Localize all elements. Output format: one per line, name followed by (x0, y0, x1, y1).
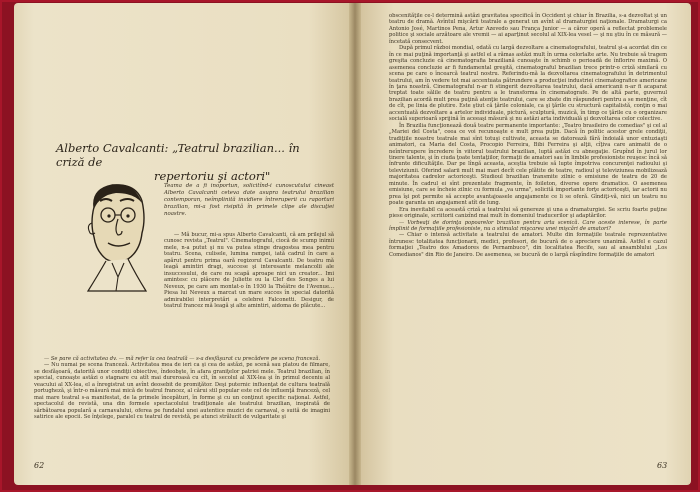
right-paragraph-6: — Chiar o intensă activitate a teatrului de amatori. Multe din formaţiile teatrale reprezentative întrunesc totalitatea funcţionarii, medici, profesori, de bucură de o apreciere unanimă. Astfel e cazul formaţiei „Teatro dos Amadores de Pernambuco", din localitatea Recife, sau al ansamblului „Los Comedianos" din Rio de Janeiro. De asemenea, se bucură de o largă răspîndire formaţiile de amatori (389, 232, 667, 258)
article-intro: Teama de a fi inoportun, solicitînd-i cunoscutului cineast Alberto Cavalcanti ceteva date asupra teatrului brazilian contemporan, neîmplinită invidiere întreruperii cu raporturi brazilian, mi-a fost risipită în primele clipe ale discuţiei noastre. (164, 183, 334, 217)
right-paragraph-5: — Vorbeaţi de dorinţa popoarelor brazilian pentru arta scenică. Care aceste interese, în parte împlinit de formaţiile profesioniste, nu a stimulat mişcarea unei mişcări de amatori? (389, 219, 667, 232)
right-paragraph-1: obscenităţile ce-l determină astăzi gravitatea specifică în Occident şi chiar în Brazilia, s-a dezvoltat şi un teatru de dramă. Avîntul mişcării teatrale a generat un avînt al dramaturgiei naţionale. Dramaturgi ca Antonio José, Martinos Pena, Artur Azevedo sau França Junior — a căror operă a reflectat problemele politice şi sociale arzătoare ale vremii — ai aparţinut secolul al XIX-lea vesel — şi nu ştiu în ce măsură — încetată consecvent. (389, 13, 667, 45)
right-page (361, 3, 691, 485)
heading-line-2: repertoriu şi actori" (154, 169, 271, 183)
left-paragraph-2: — Se pare că activitatea dv. — mă refer la cea teatrală — s-a desfăşurat cu precădere pe scena franceză. (44, 356, 321, 362)
page-number-right: 63 (657, 461, 668, 470)
left-text-lower (34, 356, 330, 421)
heading-line-1: Alberto Cavalcanti: „Teatrul brazilian... în criză de (56, 141, 300, 169)
right-text-block (389, 13, 667, 258)
caricature-portrait (76, 179, 156, 293)
right-paragraph-2: După primul război mondial, odată cu largă dezvoltare a cinematografului, teatrul şi-a acordat din ce în ce mai puţină importanţă şi astfel el a rămas astăzi mult în urma celorlalte arte. Nu trebuie să tragem greşita concluzie că cinematografia braziliană cunoaşte în schimb o perioadă de înflorire maximă. O asemenea concluzie ar fi fundamental greşită, cinematograful brazilian trece printr-o criză similară cu scena pe care o încearcă teatrul nostru. Referindu-mă la dezvoltarea cinematografului în detrimentul teatrului, am în vedere tot mai accentuata pătrundere a producţiei industriei cinematografice americane în ţara noastră. Cinematograful n-ar fi stingerit dezvoltarea teatrului, dacă americanii n-ar fi acaparat treptat toate sălile de teatru pentru a le transforma în cinematografe. Pe de altă parte, guvernul brazilian acordă mult prea puţină atenţie teatrului, care se zbate din răspunderi pentru a se menţine, cît de cît, pe linia de plutire. Este ştiut că ţările coloniale, ca şi ţările cu structură capitalistă, conţin o mai accentuată dezvoltare a artelor individuale, pictură, sculptură, muzică, în timp ce ţările cu o organizare socială superioară sprijină în aceeaşi măsură şi nu astăzi arta individuală şi dezvoltarea celor colective. (389, 45, 667, 123)
article-heading (56, 141, 331, 183)
right-paragraph-4: Era inevitabil ca această criză a teatrului să genereze şi una a dramaturgiei. Se scriu foarte puţine piese originale, scriitorii canizînd mai mult în domeniul traducerilor şi adaptărilor. (389, 206, 667, 220)
left-text-block-wrap (164, 232, 334, 309)
right-paragraph-3: În Brazilia funcţionează două teatre permanente importante: „Teatro brasileiro de comedias" şi cel al „Mariei del Costa", ceea ce voi recunoaşte e mult prea puţin. Dacă în politic acestor grele condiţii, tradiţiile noastre teatrale mai sînt totuşi cultivate, aceasta se datorează fără îndoială unor entuziaşti animatori, ca Maria del Costa, Procopio Ferreira, Bibi Ferreira şi alţii, cîţiva care animatii de o neîntrerupere încredere în viitorul teatrului brazilian, luptă astăzi cu abnegaţie. Grupînd în jurul lor tinere talente, şi în ciuda ţoate tentaţiilor, formaţii de amatori sau în limbile profesioniste reuşesc încă să înfrunte dificultăţile. Dar pe lîngă aceasta, aceştia trebuie să lupte împotriva concurenţei radioului şi televiziunii. Oferind salarii mult mai mari decît cele plătite de teatre, radioul şi televiziunea mobilizează majoritatea cadrelor actoriceşti. Studioul brazilian transmite zilnic o emisiune de teatru de 20 de minute. În cadrul ei sînt prezentate fragmente, în foileton, diverse opere dramatice. O asemenea emisiune, care se încheie zilnic cu formula „va urma", solicită importante forţe actoriceşti, iar actorii nu prea îşi pot permite să accepte avantajoasele angajamente ce li se oferă. Gîndiţi-vă, nici un teatru nu poate garanta un angajament atît de lung. (389, 122, 667, 207)
left-paragraph-1: — Mă bucur, mi-a spus Alberto Cavalcanti, că am prilejul să cunosc revista „Teatrul". Cinematograful, ciocă de scump inimii mele, n-a putut şi nu va putea stinge dragostea mea pentru teatru. Scena, culisele, lumina rampei, iată cadrul în care a apărut pentru prima oară regizorul Cavalcanti. De teatru mă leagă amintiri dragi, succese şi interesante melancolii ale insuccesului, de care nu scapă aproape nici un creator... Imi amintesc cu plăcere de Juliette ou la Clef des Songes a lui Neveux, pe care am montat-o în 1930 la Théâtre de l'Avenue... Piesa lui Neveux a marcat un mare succes în special datorită admirabilei interpretări a celebrei Falconetti. Desigur, de teatrul francez mă leagă şi alte amintiri, aidoma de plăcute... (164, 232, 334, 309)
page-number-left: 62 (34, 461, 45, 470)
left-paragraph-3: — Nu numai pe scena franceză. Activitatea mea de ieri ca şi cea de astăzi, pe scenă sau platou de filmare, se desfăşoară, datorită unor condiţii obiective, îndeobşte, în afara graniţelor patriei mele. Teatrul brazilian, în special, cunoaşte astăzi o stagnare cu atît mai dureroasă cu cît, în secolul al XIX-lea şi în primul deceniu al veacului al XX-lea, el a înregistrat un avînt deosebit de promiţător. Deşi puternic influenţat de cultura teatrală portugheză, şi într-o măsură mai mică de teatrul francez, al cărui stil popular este cel de influenţă franceză, cel mai mare teatral s-a manifestat, de la primele începături, în forme şi cu un conţinut specific naţional. Astfel, spectacolul de revistă, una din formele spectacolului tradiţionale ale teatrului brazilian, inspirată de sărbătoarea populară a carnavalului, oferea pe fundalul unei autentice muzici de carnaval, o suită de imagini satirice ale epocii. Se înţelege, paralel cu teatrul de revistă, pe atunci strălucit de vulgaritate şi (34, 362, 330, 421)
book-gutter (349, 3, 361, 485)
